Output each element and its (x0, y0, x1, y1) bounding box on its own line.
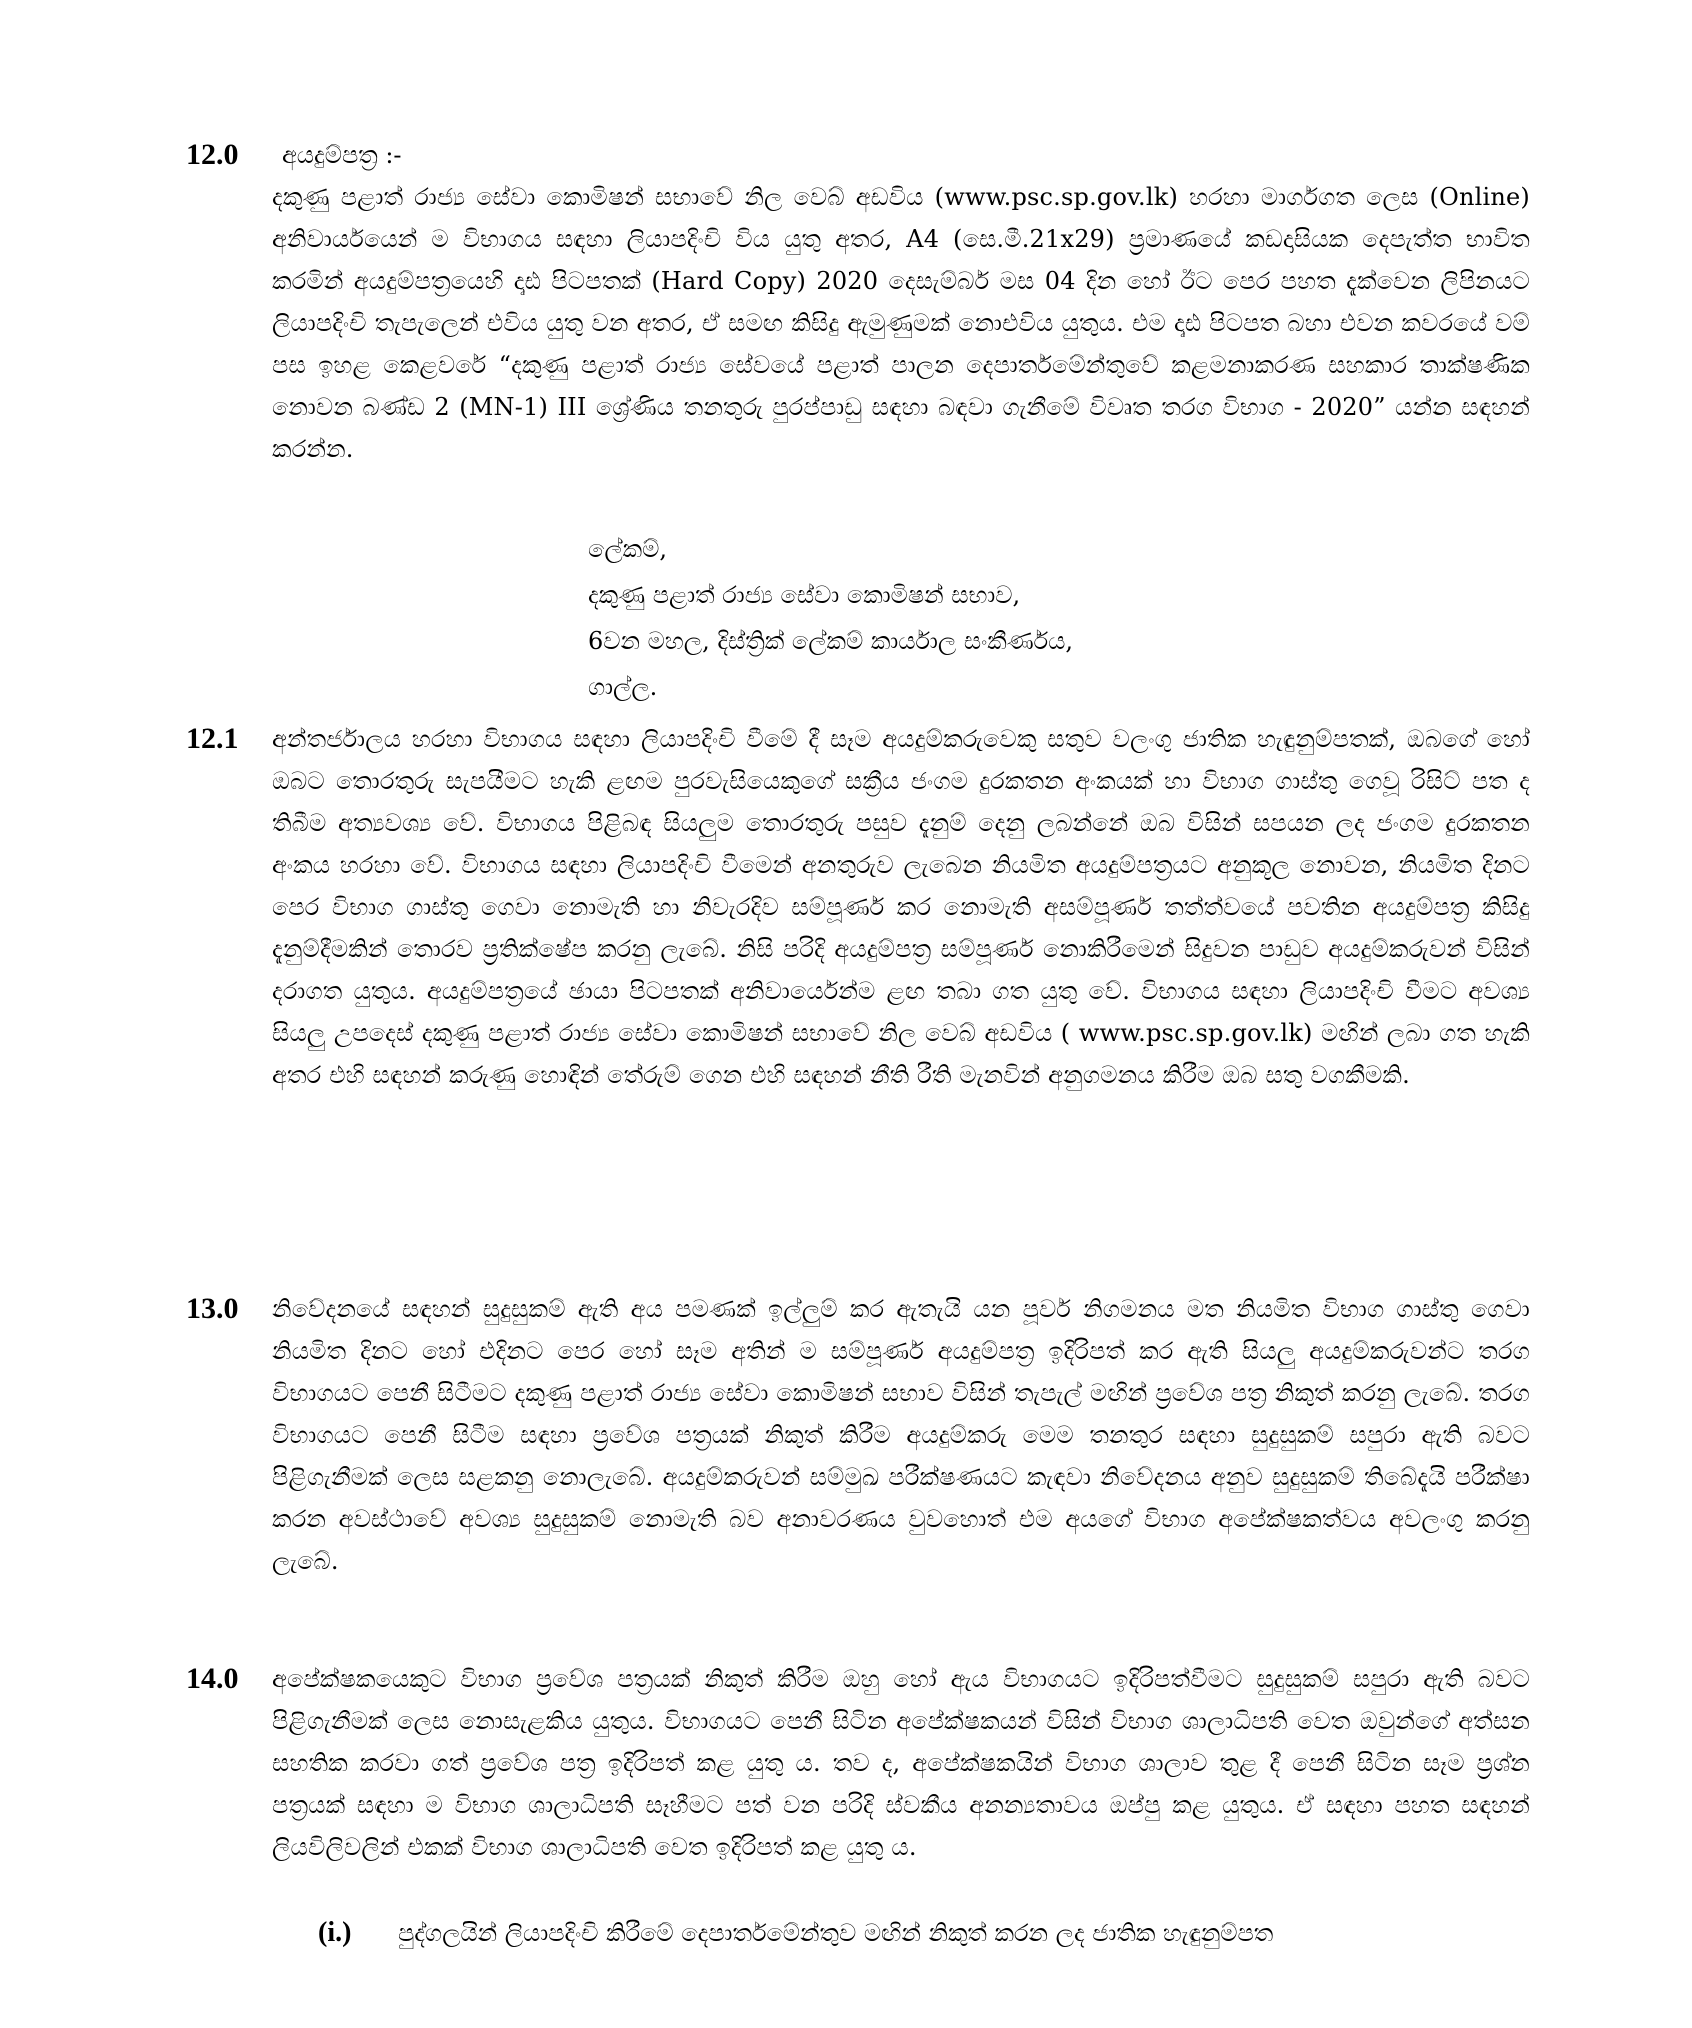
address-line: ගාල්ල. (588, 673, 658, 701)
section-number: 13.0 (186, 1292, 239, 1325)
address-line: 6වන මහල, දිස්ත්‍රික් ලේකම් කාර්යාල සංකීර්ණය, (588, 627, 1074, 655)
section-number: 12.1 (186, 722, 239, 755)
section-number: 14.0 (186, 1662, 239, 1695)
list-item-text: පුද්ගලයින් ලියාපදිංචි කිරීමේ දෙපාර්තමේන්තුව මඟින් නිකුත් කරන ලද ජාතික හැඳුනුම්පත (398, 1919, 1274, 1947)
list-item-number: (i.) (318, 1917, 352, 1948)
address-line: දකුණු පළාත් රාජ්‍ය සේවා කොමිෂන් සභාව, (588, 581, 1021, 609)
section-paragraph: අපේක්ෂකයෙකුට විභාග ප්‍රවේශ පත්‍රයක් නිකුත් කිරීම ඔහු හෝ ඇය විභාගයට ඉදිරිපත්වීමට සුදුසුකම් සපුරා ඇති බවට පිළිගැනීමක් ලෙස නොසැළකිය යුතුය. විභාගයට පෙනී සිටින අපේක්ෂකයන් විසින් විභාග ශාලාධිපති වෙත ඔවුන්ගේ අත්සන සහතික කරවා ගත් ප්‍රවේශ පත්‍ර ඉදිරිපත් කළ යුතු ය. තව ද, අපේක්ෂකයින් විභාග ශාලාව තුළ දී පෙනී සිටින සෑම ප්‍රශ්න පත්‍රයක් සඳහා ම විභාග ශාලාධිපති සෑහීමට පත් වන පරිදි ස්වකීය අනන්‍යතාවය ඔප්පු කළ යුතුය. ඒ සඳහා පහත සඳහන් ලියවිලිවලින් එකක් විභාග ශාලාධිපති වෙත ඉදිරිපත් කළ යුතු ය. (272, 1665, 1530, 1861)
section-paragraph: නිවේදනයේ සඳහන් සුදුසුකම් ඇති අය පමණක් ඉල්ලුම් කර ඇතැයි යන පූර්ව නිගමනය මත නියමිත විභාග ගාස්තු ගෙවා නියමිත දිනට හෝ එදිනට පෙර හෝ සෑම අතින් ම සම්පූර්ණ අයදුම්පත්‍ර ඉදිරිපත් කර ඇති සියලු අයදුම්කරුවන්ට තරග විභාගයට පෙනී සිටීමට දකුණු පළාත් රාජ්‍ය සේවා කොමිෂන් සභාව විසින් තැපැල් මඟින් ප්‍රවේශ පත්‍ර නිකුත් කරනු ලැබේ. තරග විභාගයට පෙනී සිටීම සඳහා ප්‍රවේශ පත්‍රයක් නිකුත් කිරීම අයදුම්කරු මෙම තනතුර සඳහා සුදුසුකම් සපුරා ඇති බවට පිළිගැනීමක් ලෙස සළකනු නොලැබේ. අයදුම්කරුවන් සම්මුඛ පරීක්ෂණයට කැඳවා නිවේදනය අනුව සුදුසුකම් තිබේදැයි පරීක්ෂා කරන අවස්ථාවේ අවශ්‍ය සුදුසුකම් නොමැති බව අනාවරණය වුවහොත් එම අයගේ විභාග අපේක්ෂකත්වය අවලංගු කරනු ලැබේ. (272, 1295, 1530, 1575)
section-paragraph: අන්තර්ජාලය හරහා විභාගය සඳහා ලියාපදිංචි වීමේ දී සෑම අයදුම්කරුවෙකු සතුව වලංගු ජාතික හැඳුනුම්පතක්, ඔබගේ හෝ ඔබට තොරතුරු සැපයීමට හැකි ළඟම පුරවැසියෙකුගේ සක්‍රීය ජංගම දුරකතන අංකයක් හා විභාග ගාස්තු ගෙවූ රිසිට් පත ද තිබීම අත්‍යවශ්‍ය වේ. විභාගය පිළිබඳ සියලුම තොරතුරු පසුව දැනුම් දෙනු ලබන්නේ ඔබ විසින් සපයන ලද ජංගම දුරකතන අංකය හරහා වේ. විභාගය සඳහා ලියාපදිංචි වීමෙන් අනතුරුව ලැබෙන නියමිත අයදුම්පත්‍රයට අනුකූල නොවන, නියමිත දිනට පෙර විභාග ගාස්තු ගෙවා නොමැති හා නිවැරදිව සම්පූර්ණ කර නොමැති අසම්පූර්ණ තත්ත්වයේ පවතින අයදුම්පත්‍ර කිසිදු දැනුම්දීමකින් තොරව ප්‍රතික්ෂේප කරනු ලැබේ. නිසි පරිදි අයදුම්පත්‍ර සම්පූර්ණ නොකිරීමෙන් සිදුවන පාඩුව අයදුම්කරුවන් විසින් දරාගත යුතුය. අයදුම්පත්‍රයේ ඡායා පිටපතක් අනිවාර්යෙන්ම ළඟ තබා ගත යුතු වේ. විභාගය සඳහා ලියාපදිංචි වීමට අවශ්‍ය සියලු උපදෙස් දකුණු පළාත් රාජ්‍ය සේවා කොමිෂන් සභාවේ නිල වෙබ් අඩවිය ( www.psc.sp.gov.lk) මඟින් ලබා ගත හැකි අතර එහි සඳහන් කරුණු හොඳින් තේරුම් ගෙන එහි සඳහන් නීති රීති මැනවින් අනුගමනය කිරීම ඔබ සතු වගකීමකි. (272, 725, 1530, 1089)
section-paragraph: දකුණු පළාත් රාජ්‍ය සේවා කොමිෂන් සභාවේ නිල වෙබ් අඩවිය (www.psc.sp.gov.lk) හරහා මාර්ගගත ලෙස (Online) අනිවාර්යයෙන් ම විභාගය සඳහා ලියාපදිංචි විය යුතු අතර, A4 (සෙ.මී.21x29) ප්‍රමාණයේ කඩදාසියක දෙපැත්ත භාවිත කරමින් අයදුම්පත්‍රයෙහි දෘඪ පිටපතක් (Hard Copy) 2020 දෙසැම්බර් මස 04 දින හෝ ඊට පෙර පහත දැක්වෙන ලිපිනයට ලියාපදිංචි තැපැලෙන් එවිය යුතු වන අතර, ඒ සමඟ කිසිදු ඇමුණුමක් නොඑවිය යුතුය. එම දෘඪ පිටපත බහා එවන කවරයේ වම් පස ඉහළ කෙළවරේ “දකුණු පළාත් රාජ්‍ය සේවයේ පළාත් පාලන දෙපාර්තමේන්තුවේ කළමනාකරණ සහකාර තාක්ෂණික නොවන බණ්ඩ 2 (MN-1) III ශ්‍රේණිය තනතුරු පුරප්පාඩු සඳහා බඳවා ගැනීමේ විවෘත තරග විභාග - 2020” යන්න සඳහන් කරන්න. (272, 183, 1530, 463)
address-line: ලේකම්, (588, 535, 668, 563)
section-heading: අයදුම්පත්‍ර :- (282, 141, 402, 169)
section-number: 12.0 (186, 138, 239, 171)
address-block (588, 526, 1073, 710)
